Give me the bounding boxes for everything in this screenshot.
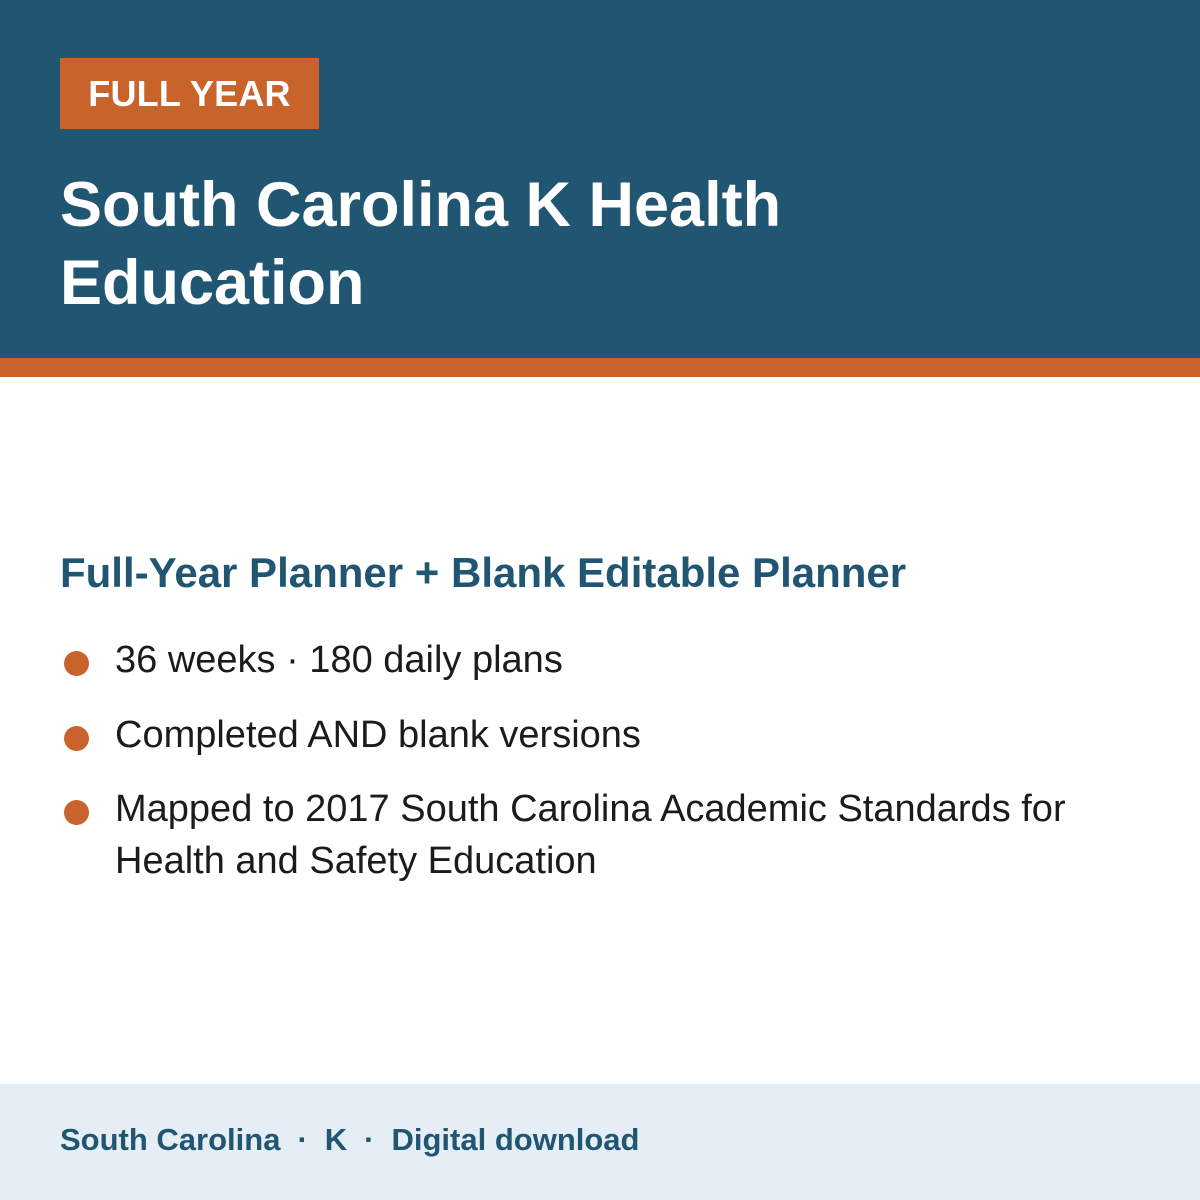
grade-label: K — [324, 1122, 348, 1157]
header-banner — [0, 0, 1200, 358]
footer-bar — [0, 1084, 1200, 1200]
metadata-separator: · — [364, 1122, 375, 1157]
orange-dot-icon — [64, 651, 89, 676]
feature-text: Completed AND blank versions — [115, 714, 641, 756]
product-metadata — [60, 1084, 640, 1200]
state-label: South Carolina — [60, 1122, 281, 1157]
product-title: South Carolina K Health Education — [60, 170, 782, 318]
orange-dot-icon — [64, 800, 89, 825]
feature-text: 36 weeks · 180 daily plans — [115, 639, 563, 681]
metadata-separator: · — [297, 1122, 308, 1157]
orange-dot-icon — [64, 726, 89, 751]
product-subtitle: Full-Year Planner + Blank Editable Planner — [60, 549, 907, 596]
header-accent-rule — [0, 358, 1200, 377]
feature-text: Mapped to 2017 South Carolina Academic Standards for Health and Safety Education — [115, 788, 1066, 882]
format-label: Digital download — [391, 1122, 640, 1157]
full-year-badge: FULL YEAR — [60, 58, 319, 129]
